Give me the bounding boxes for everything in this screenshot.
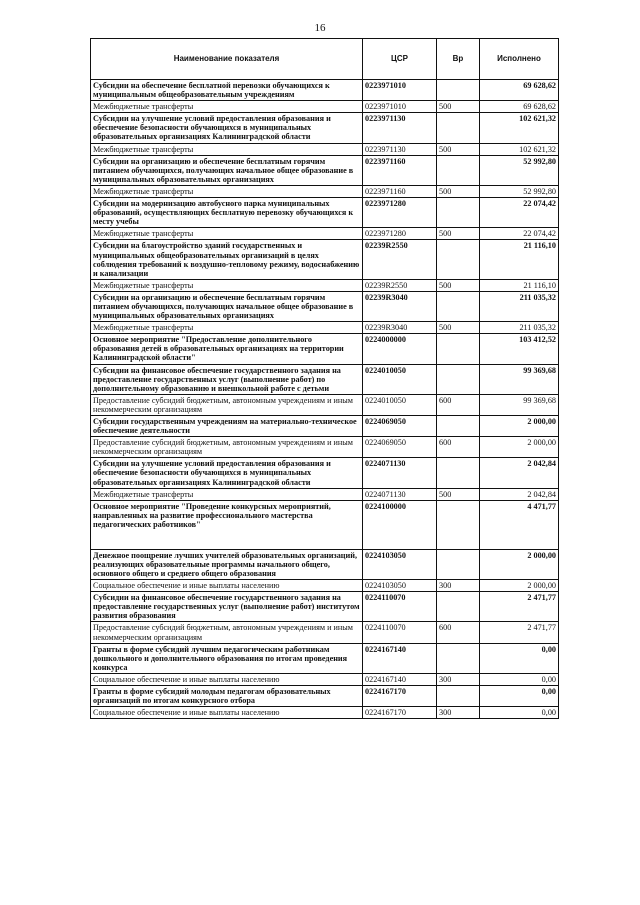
table-row (91, 101, 559, 113)
cell-executed: 2 000,00 (480, 437, 559, 458)
cell-name: Межбюджетные трансферты (91, 101, 363, 113)
cell-csr: 0223971010 (363, 80, 437, 101)
cell-executed: 2 471,77 (480, 622, 559, 643)
cell-vr: 300 (437, 580, 480, 592)
cell-vr: 500 (437, 185, 480, 197)
cell-executed: 21 116,10 (480, 240, 559, 279)
column-header-name: Наименование показателя (91, 39, 363, 80)
cell-csr: 0224110070 (363, 592, 437, 622)
cell-name: Субсидии на финансовое обеспечение государственного задания на предоставление государственных услуг (выполнение работ) по дополнительному образованию и внешкольной работе с детьми (91, 364, 363, 394)
table-row (91, 580, 559, 592)
cell-vr: 300 (437, 673, 480, 685)
cell-name: Субсидии на улучшение условий предоставления образования и обеспечение безопасности обучающихся в муниципальных образовательных организациях Калининградской области (91, 458, 363, 488)
table-row (91, 228, 559, 240)
cell-name: Основное мероприятие "Проведение конкурсных мероприятий, направленных на развитие профессионального мастерства педагогических работников" (91, 500, 363, 549)
table-row (91, 198, 559, 228)
table-row (91, 364, 559, 394)
cell-name: Социальное обеспечение и иные выплаты населению (91, 580, 363, 592)
cell-vr: 500 (437, 143, 480, 155)
table-row (91, 437, 559, 458)
cell-executed: 22 074,42 (480, 198, 559, 228)
cell-vr (437, 155, 480, 185)
cell-vr: 500 (437, 322, 480, 334)
table-row (91, 279, 559, 291)
cell-executed: 2 000,00 (480, 580, 559, 592)
cell-name: Предоставление субсидий бюджетным, автономным учреждениям и иным некоммерческим организациям (91, 437, 363, 458)
cell-vr: 500 (437, 488, 480, 500)
cell-vr: 500 (437, 279, 480, 291)
cell-name: Межбюджетные трансферты (91, 488, 363, 500)
cell-name: Субсидии на модернизацию автобусного парка муниципальных образований, осуществляющих бесплатную перевозку обучающихся к месту учебы (91, 198, 363, 228)
cell-name: Предоставление субсидий бюджетным, автономным учреждениям и иным некоммерческим организациям (91, 394, 363, 415)
cell-name: Основное мероприятие "Предоставление дополнительного образования детей в образовательных организациях на территории Калининградской области" (91, 334, 363, 364)
cell-name: Субсидии государственным учреждениям на материально-техническое обеспечение деятельности (91, 416, 363, 437)
cell-executed: 99 369,68 (480, 394, 559, 415)
cell-name: Межбюджетные трансферты (91, 279, 363, 291)
cell-executed: 2 042,84 (480, 458, 559, 488)
cell-csr: 0224167140 (363, 673, 437, 685)
cell-executed: 2 471,77 (480, 592, 559, 622)
cell-executed: 211 035,32 (480, 291, 559, 321)
cell-vr (437, 364, 480, 394)
cell-vr (437, 113, 480, 143)
cell-executed: 69 628,62 (480, 80, 559, 101)
cell-executed: 22 074,42 (480, 228, 559, 240)
cell-name: Субсидии на обеспечение бесплатной перевозки обучающихся к муниципальным общеобразовательным учреждениям (91, 80, 363, 101)
cell-csr: 02239R2550 (363, 279, 437, 291)
cell-name: Гранты в форме субсидий лучшим педагогическим работникам дошкольного и дополнительного образования по итогам проведения конкурса (91, 643, 363, 673)
cell-executed: 102 621,32 (480, 113, 559, 143)
cell-csr: 02239R2550 (363, 240, 437, 279)
budget-execution-table (90, 38, 559, 719)
cell-vr: 600 (437, 437, 480, 458)
table-row (91, 500, 559, 549)
cell-csr: 0223971160 (363, 185, 437, 197)
table-row (91, 113, 559, 143)
cell-vr (437, 685, 480, 706)
cell-csr: 0223971160 (363, 155, 437, 185)
cell-vr (437, 240, 480, 279)
cell-name: Межбюджетные трансферты (91, 322, 363, 334)
cell-csr: 0224000000 (363, 334, 437, 364)
column-header-csr: ЦСР (363, 39, 437, 80)
cell-vr: 300 (437, 707, 480, 719)
cell-name: Социальное обеспечение и иные выплаты населению (91, 673, 363, 685)
cell-csr: 0224110070 (363, 622, 437, 643)
cell-executed: 21 116,10 (480, 279, 559, 291)
cell-csr: 0224167140 (363, 643, 437, 673)
table-row (91, 643, 559, 673)
table-header-row (91, 39, 559, 80)
cell-vr (437, 334, 480, 364)
cell-executed: 0,00 (480, 685, 559, 706)
cell-executed: 102 621,32 (480, 143, 559, 155)
cell-executed: 52 992,80 (480, 185, 559, 197)
cell-csr: 0224010050 (363, 364, 437, 394)
cell-executed: 2 000,00 (480, 416, 559, 437)
cell-vr (437, 80, 480, 101)
cell-vr (437, 198, 480, 228)
cell-executed: 103 412,52 (480, 334, 559, 364)
cell-csr: 0223971130 (363, 143, 437, 155)
cell-vr (437, 643, 480, 673)
cell-vr: 500 (437, 228, 480, 240)
table-row (91, 143, 559, 155)
cell-executed: 211 035,32 (480, 322, 559, 334)
column-header-executed: Исполнено (480, 39, 559, 80)
cell-csr: 0224071130 (363, 458, 437, 488)
cell-vr (437, 592, 480, 622)
cell-executed: 2 000,00 (480, 549, 559, 579)
table-row (91, 416, 559, 437)
cell-csr: 0224103050 (363, 580, 437, 592)
cell-name: Межбюджетные трансферты (91, 185, 363, 197)
table-row (91, 622, 559, 643)
cell-vr (437, 416, 480, 437)
table-row (91, 80, 559, 101)
cell-executed: 0,00 (480, 673, 559, 685)
cell-name: Предоставление субсидий бюджетным, автономным учреждениям и иным некоммерческим организациям (91, 622, 363, 643)
cell-name: Субсидии на улучшение условий предоставления образования и обеспечение безопасности обучающихся в муниципальных образовательных организациях Калининградской области (91, 113, 363, 143)
page-number: 16 (314, 22, 326, 34)
cell-name: Субсидии на организацию и обеспечение бесплатным горячим питанием обучающихся, получающих начальное общее образование в муниципальных образовательных организациях (91, 291, 363, 321)
column-header-vr: Вр (437, 39, 480, 80)
table-row (91, 185, 559, 197)
cell-name: Субсидии на благоустройство зданий государственных и муниципальных общеобразовательных организаций в целях соблюдения требований к воздушно-тепловому режиму, водоснабжению и канализации (91, 240, 363, 279)
cell-name: Межбюджетные трансферты (91, 143, 363, 155)
table-row (91, 488, 559, 500)
cell-csr: 0224010050 (363, 394, 437, 415)
cell-vr (437, 291, 480, 321)
table-row (91, 322, 559, 334)
cell-csr: 0224069050 (363, 416, 437, 437)
cell-vr: 600 (437, 394, 480, 415)
table-row (91, 549, 559, 579)
cell-csr: 0224069050 (363, 437, 437, 458)
cell-csr: 0223971280 (363, 228, 437, 240)
cell-vr: 600 (437, 622, 480, 643)
cell-name: Межбюджетные трансферты (91, 228, 363, 240)
table-row (91, 458, 559, 488)
cell-name: Денежное поощрение лучших учителей образовательных организаций, реализующих образовательные программы начального общего, основного общего и среднего общего образования (91, 549, 363, 579)
cell-executed: 4 471,77 (480, 500, 559, 549)
cell-vr (437, 458, 480, 488)
cell-name: Субсидии на организацию и обеспечение бесплатным горячим питанием обучающихся, получающих начальное общее образование в муниципальных образовательных организациях (91, 155, 363, 185)
table-row (91, 334, 559, 364)
cell-name: Социальное обеспечение и иные выплаты населению (91, 707, 363, 719)
cell-executed: 0,00 (480, 643, 559, 673)
cell-executed: 52 992,80 (480, 155, 559, 185)
table-row (91, 685, 559, 706)
table-row (91, 240, 559, 279)
cell-executed: 2 042,84 (480, 488, 559, 500)
table-row (91, 673, 559, 685)
cell-csr: 02239R3040 (363, 291, 437, 321)
table-row (91, 592, 559, 622)
cell-vr (437, 549, 480, 579)
cell-executed: 99 369,68 (480, 364, 559, 394)
cell-csr: 0224167170 (363, 685, 437, 706)
cell-csr: 02239R3040 (363, 322, 437, 334)
table-body (91, 80, 559, 719)
cell-name: Субсидии на финансовое обеспечение государственного задания на предоставление государственных услуг (выполнение работ) институтом развития образования (91, 592, 363, 622)
cell-csr: 0223971130 (363, 113, 437, 143)
table-row (91, 707, 559, 719)
cell-executed: 69 628,62 (480, 101, 559, 113)
table-row (91, 291, 559, 321)
cell-name: Гранты в форме субсидий молодым педагогам образовательных организаций по итогам конкурсного отбора (91, 685, 363, 706)
cell-vr: 500 (437, 101, 480, 113)
table-row (91, 155, 559, 185)
cell-csr: 0224071130 (363, 488, 437, 500)
cell-csr: 0224167170 (363, 707, 437, 719)
cell-csr: 0223971280 (363, 198, 437, 228)
cell-csr: 0223971010 (363, 101, 437, 113)
cell-vr (437, 500, 480, 549)
cell-csr: 0224103050 (363, 549, 437, 579)
cell-executed: 0,00 (480, 707, 559, 719)
cell-csr: 0224100000 (363, 500, 437, 549)
table-row (91, 394, 559, 415)
